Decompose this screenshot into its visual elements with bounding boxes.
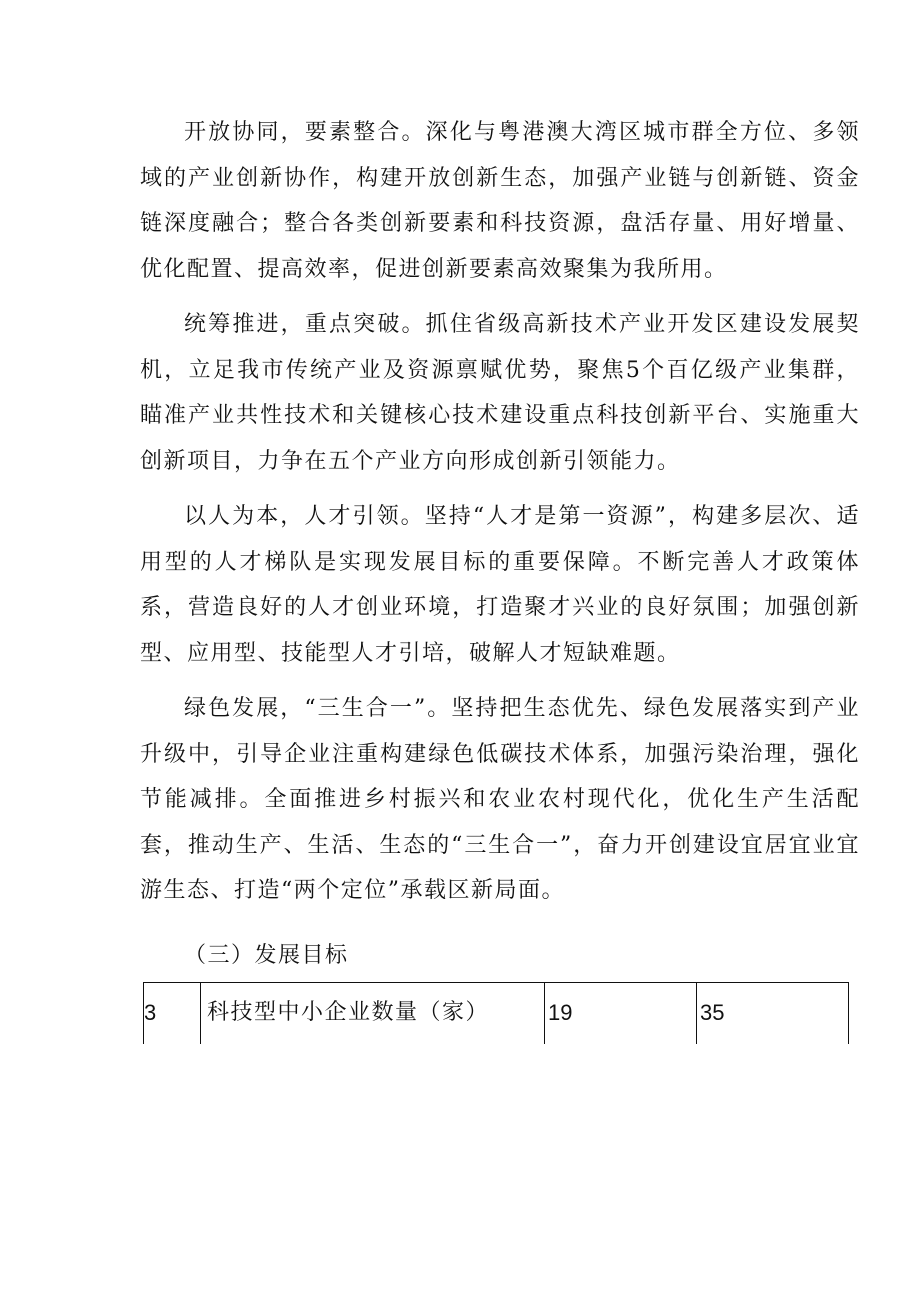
paragraph-coordinated-advancement: 统筹推进，重点突破。抓住省级高新技术产业开发区建设发展契机，立足我市传统产业及资源禀赋优势，聚焦5个百亿级产业集群，瞄准产业共性技术和关键核心技术建设重点科技创新平台、实施重大创新项目，力争在五个产业方向形成创新引领能力。 <box>140 312 860 474</box>
table-top-border <box>143 982 849 983</box>
table-column-border <box>200 982 201 1044</box>
table-row <box>143 982 849 1044</box>
table-column-border <box>696 982 697 1044</box>
table-column-border <box>848 982 849 1044</box>
table-column-border <box>544 982 545 1044</box>
paragraph-green-development: 绿色发展，“三生合一”。坚持把生态优先、绿色发展落实到产业升级中，引导企业注重构建绿色低碳技术体系，加强污染治理，强化节能减排。全面推进乡村振兴和农业农村现代化，优化生产生活配套，推动生产、生活、生态的“三生合一”，奋力开创建设宜居宜业宜游生态、打造“两个定位”承载区新局面。 <box>140 696 860 904</box>
table-cell-value-b: 35 <box>700 1000 725 1025</box>
paragraph-talent-leadership: 以人为本，人才引领。坚持“人才是第一资源”，构建多层次、适用型的人才梯队是实现发展目标的重要保障。不断完善人才政策体系，营造良好的人才创业环境，打造聚才兴业的良好氛围；加强创新型、应用型、技能型人才引培，破解人才短缺难题。 <box>140 504 860 666</box>
table-cell-index: 3 <box>144 1000 157 1025</box>
table-cell-indicator: 科技型中小企业数量（家） <box>207 1000 490 1025</box>
table-cell-value-a: 19 <box>548 1000 573 1025</box>
paragraph-open-collaboration: 开放协同，要素整合。深化与粤港澳大湾区城市群全方位、多领域的产业创新协作，构建开放创新生态，加强产业链与创新链、资金链深度融合；整合各类创新要素和科技资源，盘活存量、用好增量、优化配置、提高效率，促进创新要素高效聚集为我所用。 <box>140 120 860 282</box>
section-heading: （三）发展目标 <box>184 943 349 968</box>
